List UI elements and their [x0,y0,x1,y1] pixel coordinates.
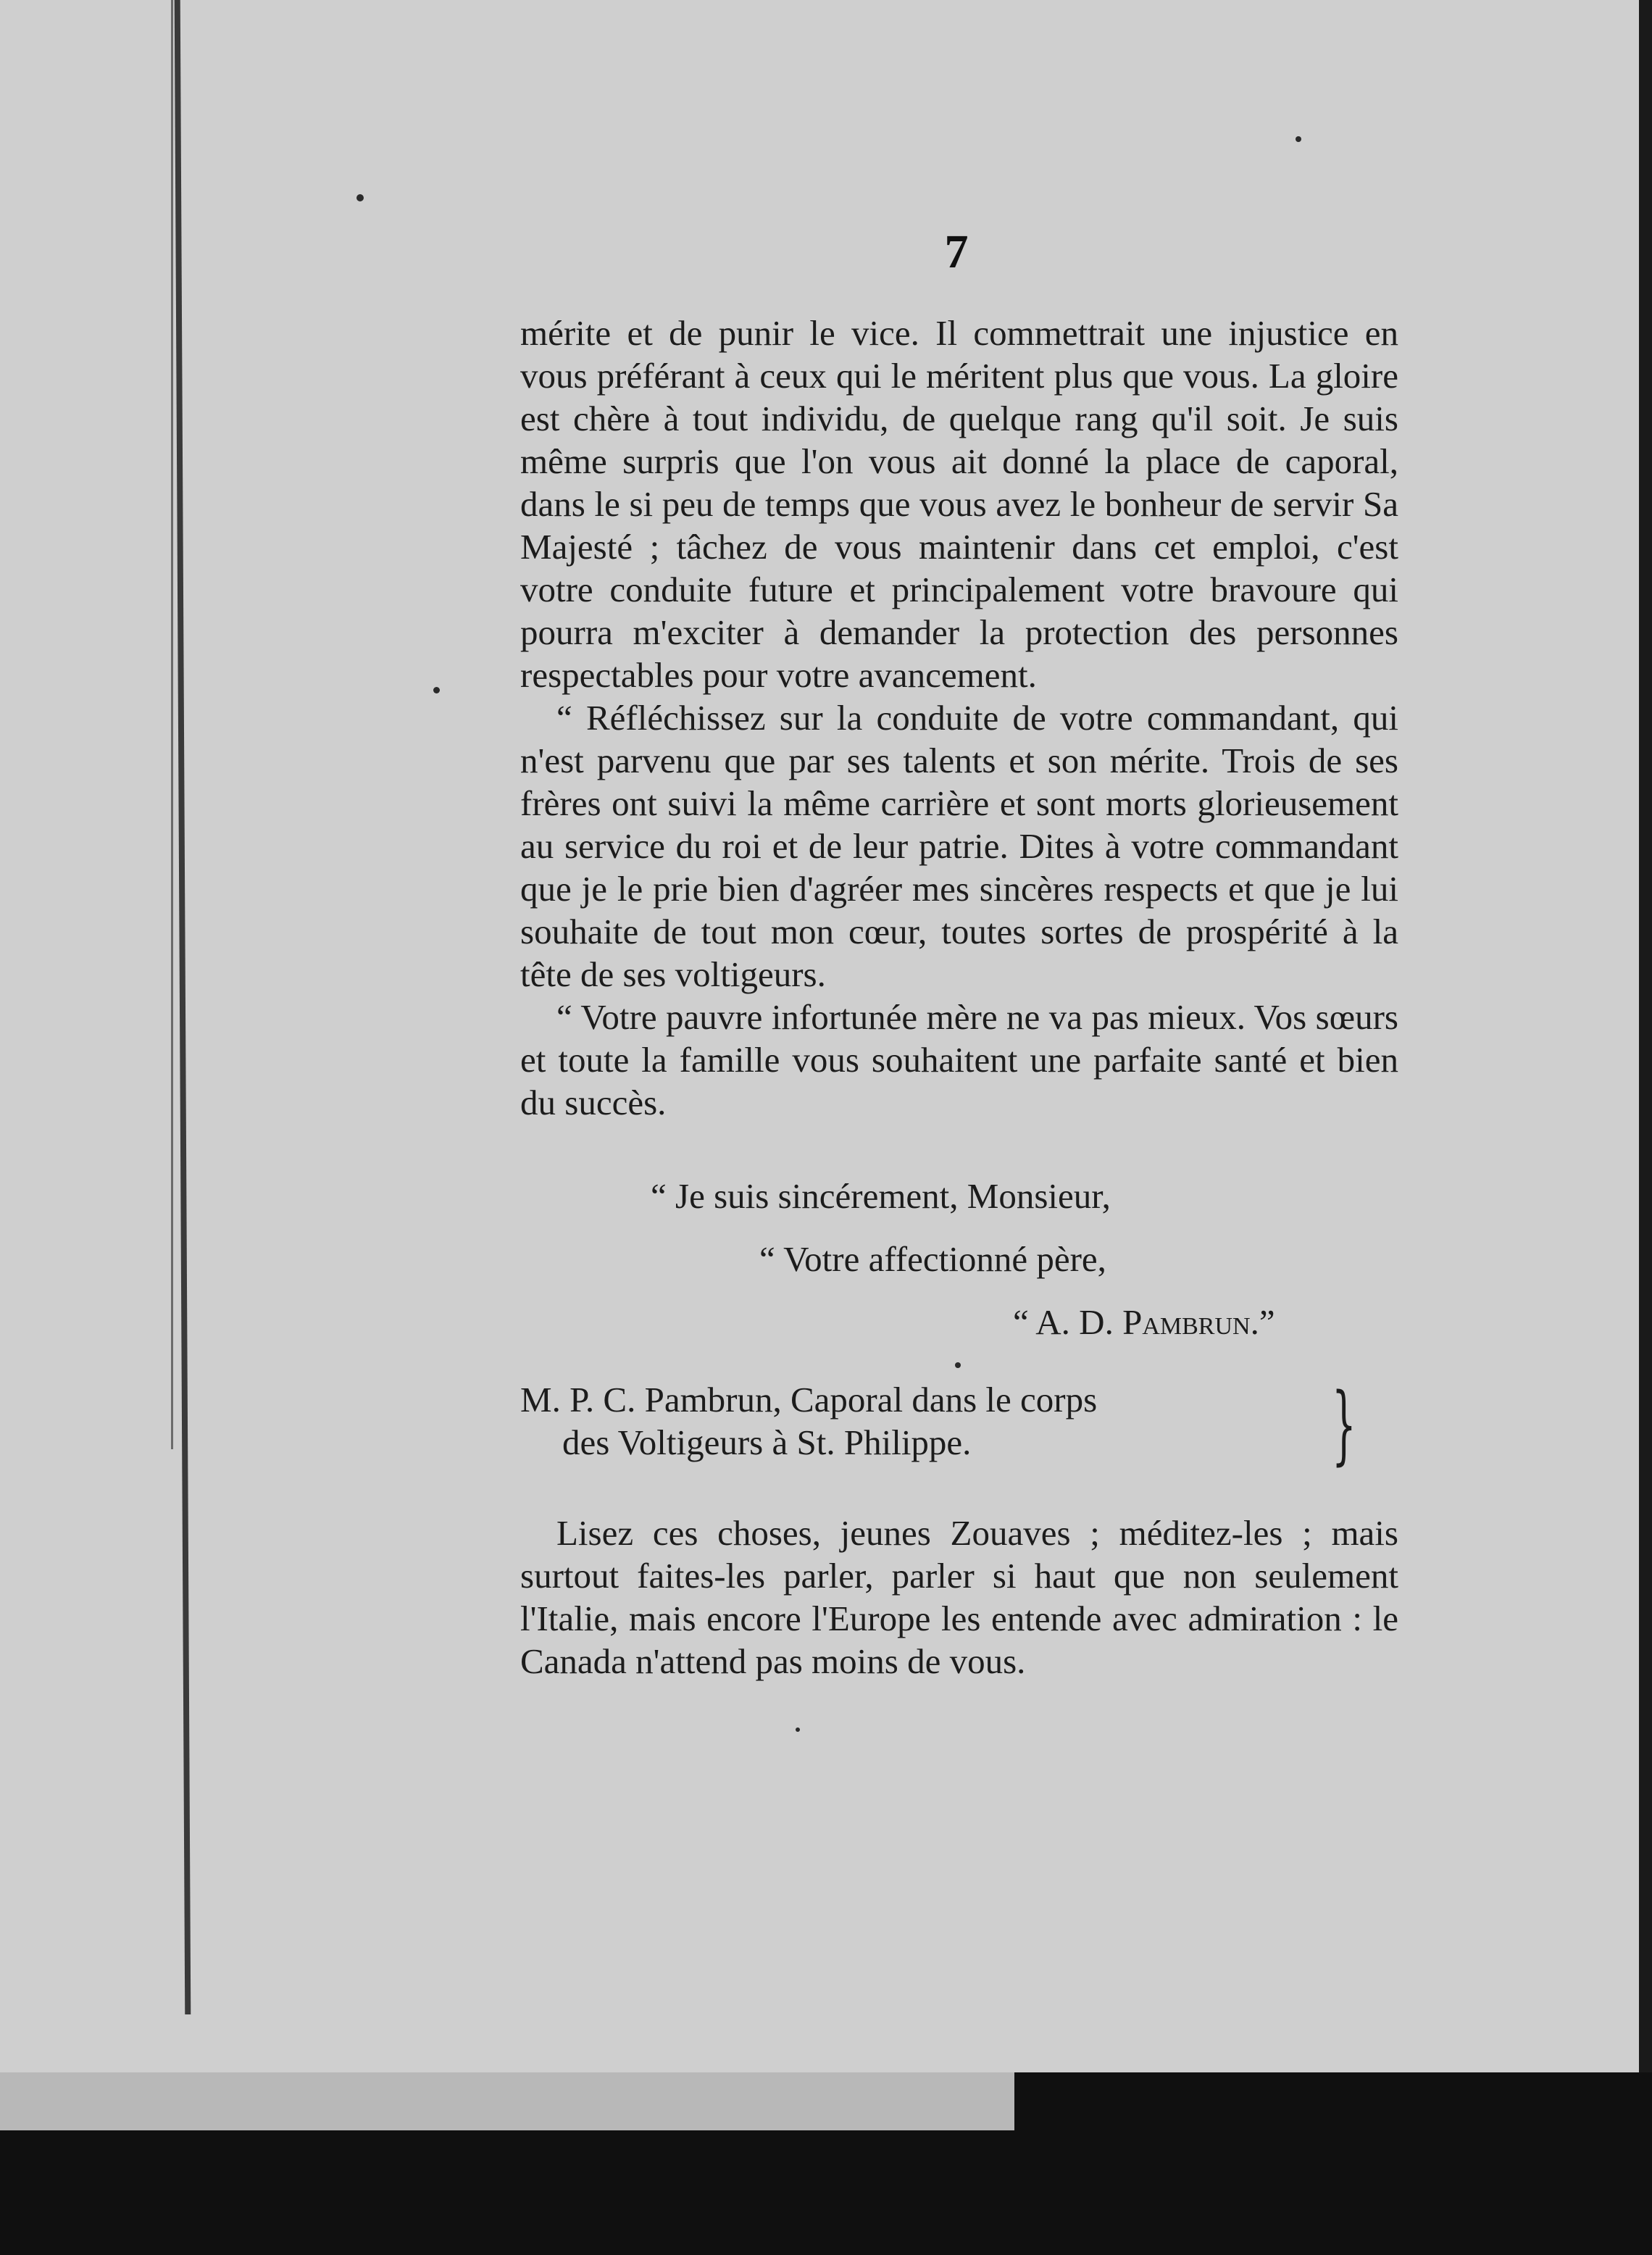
closing-affection: “ Votre affectionné père, [759,1239,1106,1279]
paragraph-2: “ Réfléchissez sur la conduite de votre commandant, qui n'est parvenu que par ses talents et son mérite. Trois de ses frères ont suivi la même carrière et sont morts glorieusement au service du roi et de leur patrie. Dites à votre commandant que je le prie bien d'agréer mes sincères respects et que je lui souhaite de tout mon cœur, toutes sortes de prospérité à la tête de ses voltigeurs. [520,698,1398,994]
signature-name: Pambrun.” [1122,1302,1275,1342]
closing-paragraph: Lisez ces choses, jeunes Zouaves ; méditez-les ; mais surtout faites-les parler, parler si haut que non seulement l'Italie, mais encore l'Europe les entende avec admiration : le Canada n'attend pas moins de vous. [520,1513,1398,1681]
scan-edge-right [1639,0,1652,2255]
dust-speck [1296,136,1301,142]
dust-speck [433,687,440,693]
dust-speck [796,1727,800,1732]
addressee-line-1: M. P. C. Pambrun, Caporal dans le corps [520,1380,1098,1420]
addressee-line-2: des Voltigeurs à St. Philippe. [562,1422,972,1462]
page-number: 7 [944,225,969,278]
signature [520,1301,1398,1343]
scan-bottom-strip [0,2072,1014,2130]
closing-salutation: “ Je suis sincérement, Monsieur, [651,1176,1111,1216]
addressee-brace: } [1332,1374,1356,1474]
page-crease [171,0,173,1449]
paragraph-1: mérite et de punir le vice. Il commettrait une injustice en vous préférant à ceux qui le méritent plus que vous. La gloire est chère à tout individu, de quelque rang qu'il soit. Je suis même surpris que l'on vous ait donné la place de caporal, dans le si peu de temps que vous avez le bonheur de servir Sa Majesté ; tâchez de vous maintenir dans cet emploi, c'est votre conduite future et principalement votre bravoure qui pourra m'exciter à demander la protection des personnes respectables pour votre avancement. [520,313,1398,695]
letter-text [520,312,1398,1683]
signature-initials: “ A. D. [1013,1302,1123,1342]
paragraph-3: “ Votre pauvre infortunée mère ne va pas mieux. Vos sœurs et toute la famille vous souhaitent une parfaite santé et bien du succès. [520,997,1398,1122]
dust-speck [356,194,364,201]
addressee-block [520,1374,1356,1474]
